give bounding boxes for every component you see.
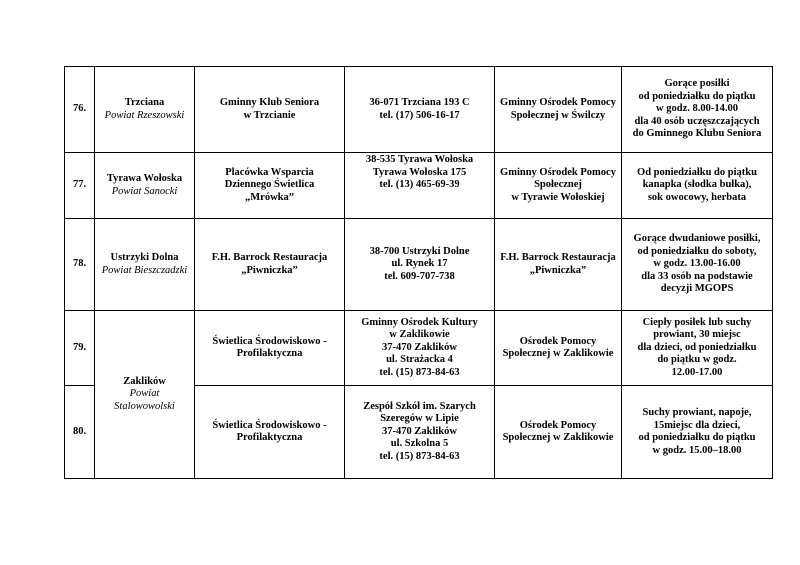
description-line: sok owocowy, herbata bbox=[647, 191, 747, 203]
address-cell bbox=[345, 386, 495, 479]
description-line: 15miejsc dla dzieci, bbox=[653, 419, 741, 431]
description-line: do piątku w godz. bbox=[657, 354, 737, 366]
address-line: 38-700 Ustrzyki Dolne bbox=[369, 245, 470, 257]
description-line: Suchy prowiant, napoje, bbox=[642, 407, 752, 418]
organizer-line: Ośrodek Pomocy bbox=[519, 419, 597, 431]
organizer-cell bbox=[495, 311, 622, 386]
address-cell bbox=[345, 153, 495, 219]
address-line: tel. (13) 465-69-39 bbox=[379, 179, 460, 190]
institution-cell bbox=[195, 219, 345, 311]
description-line: dla 40 osób uczęszczających bbox=[634, 115, 760, 127]
place-name: Ustrzyki Dolna bbox=[110, 252, 179, 263]
place-powiat: Powiat Stalowowolski bbox=[114, 388, 175, 412]
address-line: tel. (17) 506-16-17 bbox=[379, 109, 460, 121]
description-cell bbox=[622, 153, 773, 219]
organizer-line: w Tyrawie Wołoskiej bbox=[511, 191, 605, 203]
institution-cell bbox=[195, 67, 345, 153]
organizer-cell bbox=[495, 67, 622, 153]
description-line: decyzji MGOPS bbox=[660, 283, 734, 295]
organizer-line: Ośrodek Pomocy bbox=[519, 335, 597, 347]
address-line: 38-535 Tyrawa Wołoska bbox=[365, 154, 474, 165]
place-powiat: Powiat Bieszczadzki bbox=[101, 264, 188, 276]
address-line: w Zaklikowie bbox=[389, 329, 450, 341]
organizer-cell bbox=[495, 153, 622, 219]
place-cell bbox=[95, 219, 195, 311]
organizer-line: F.H. Barrock Restauracja bbox=[500, 252, 616, 263]
address-line: Gminny Ośrodek Kultury bbox=[361, 316, 478, 328]
address-line: tel. (15) 873-84-63 bbox=[379, 450, 460, 462]
institution-line: „Piwniczka” bbox=[241, 264, 298, 276]
description-line: dla 33 osób na podstawie bbox=[641, 270, 753, 282]
institution-cell bbox=[195, 386, 345, 479]
description-cell bbox=[622, 219, 773, 311]
place-cell bbox=[95, 311, 195, 479]
description-cell bbox=[622, 311, 773, 386]
place-powiat: Powiat Sanocki bbox=[111, 185, 178, 197]
institution-line: Profilaktyczna bbox=[236, 348, 303, 359]
description-line: 12.00-17.00 bbox=[671, 366, 723, 378]
row-number: 80. bbox=[65, 386, 95, 479]
address-cell bbox=[345, 311, 495, 386]
address-line: tel. 609-707-738 bbox=[384, 270, 455, 282]
organizer-cell bbox=[495, 219, 622, 311]
address-line: ul. Strażacka 4 bbox=[386, 354, 453, 366]
description-line: od poniedziałku do soboty, bbox=[637, 245, 757, 257]
place-name: Zaklików bbox=[123, 375, 166, 387]
description-line: do Gminnego Klubu Seniora bbox=[632, 128, 762, 140]
organizer-line: Gminny Ośrodek Pomocy bbox=[500, 97, 616, 108]
description-line: od poniedziałku do piątku bbox=[638, 432, 756, 443]
address-line: Zespół Szkół im. Szarych bbox=[363, 400, 476, 412]
institution-line: Gminny Klub Seniora bbox=[219, 97, 320, 108]
table-row bbox=[65, 311, 773, 386]
description-line: Gorące posiłki bbox=[664, 78, 730, 90]
description-line: w godz. 15.00–18.00 bbox=[652, 444, 742, 456]
description-cell bbox=[622, 67, 773, 153]
address-line: 37-470 Zaklików bbox=[382, 425, 457, 437]
address-line: ul. Rynek 17 bbox=[391, 258, 448, 270]
description-line: Od poniedziałku do piątku bbox=[637, 166, 757, 178]
institution-line: Dziennego Świetlica bbox=[224, 179, 315, 191]
place-name: Tyrawa Wołoska bbox=[106, 173, 183, 184]
institution-line: Profilaktyczna bbox=[236, 432, 303, 443]
table-row bbox=[65, 153, 773, 219]
organizer-line: Społecznej w Zaklikowie bbox=[502, 432, 614, 443]
address-line: ul. Szkolna 5 bbox=[390, 438, 449, 450]
institution-line: F.H. Barrock Restauracja bbox=[211, 252, 328, 263]
institution-cell bbox=[195, 153, 345, 219]
row-number: 78. bbox=[65, 219, 95, 311]
organizer-line: Społecznej w Zaklikowie bbox=[502, 348, 614, 359]
institution-line: w Trzcianie bbox=[243, 109, 296, 121]
address-line: 37-470 Zaklików bbox=[382, 341, 457, 353]
place-cell bbox=[95, 67, 195, 153]
description-line: dla dzieci, od poniedziałku bbox=[637, 341, 757, 353]
description-cell bbox=[622, 386, 773, 479]
description-line: w godz. 8.00-14.00 bbox=[656, 103, 738, 115]
address-cell bbox=[345, 219, 495, 311]
row-number: 79. bbox=[65, 311, 95, 386]
address-line: tel. (15) 873-84-63 bbox=[379, 366, 460, 378]
row-number: 77. bbox=[65, 153, 95, 219]
institution-cell bbox=[195, 311, 345, 386]
institution-line: Świetlica Środowiskowo - bbox=[212, 335, 327, 347]
description-line: Gorące dwudaniowe posiłki, bbox=[633, 233, 761, 245]
place-cell bbox=[95, 153, 195, 219]
address-line: Szeregów w Lipie bbox=[380, 413, 459, 425]
description-line: w godz. 13.00-16.00 bbox=[653, 258, 741, 270]
table-row bbox=[65, 219, 773, 311]
address-line: Tyrawa Wołoska 175 bbox=[372, 166, 467, 178]
address-cell bbox=[345, 67, 495, 153]
table-row bbox=[65, 67, 773, 153]
institution-line: Świetlica Środowiskowo - bbox=[212, 419, 327, 431]
description-line: Ciepły posiłek lub suchy bbox=[642, 316, 752, 328]
organizer-cell bbox=[495, 386, 622, 479]
description-line: kanapka (słodka bułka), bbox=[642, 179, 752, 191]
place-powiat: Powiat Rzeszowski bbox=[104, 109, 185, 121]
description-line: prowiant, 30 miejsc bbox=[653, 329, 741, 341]
organizer-line: Gminny Ośrodek Pomocy bbox=[500, 166, 616, 178]
organizer-line: Społecznej bbox=[534, 179, 582, 191]
document-table bbox=[64, 66, 773, 479]
organizer-line: Społecznej w Świlczy bbox=[510, 109, 606, 121]
place-name: Trzciana bbox=[124, 97, 165, 108]
organizer-line: „Piwniczka” bbox=[529, 264, 587, 276]
institution-line: Placówka Wsparcia bbox=[225, 166, 314, 178]
institution-line: „Mrówka” bbox=[245, 191, 294, 203]
row-number: 76. bbox=[65, 67, 95, 153]
description-line: od poniedziałku do piątku bbox=[638, 90, 756, 102]
address-line: 36-071 Trzciana 193 C bbox=[369, 97, 470, 108]
